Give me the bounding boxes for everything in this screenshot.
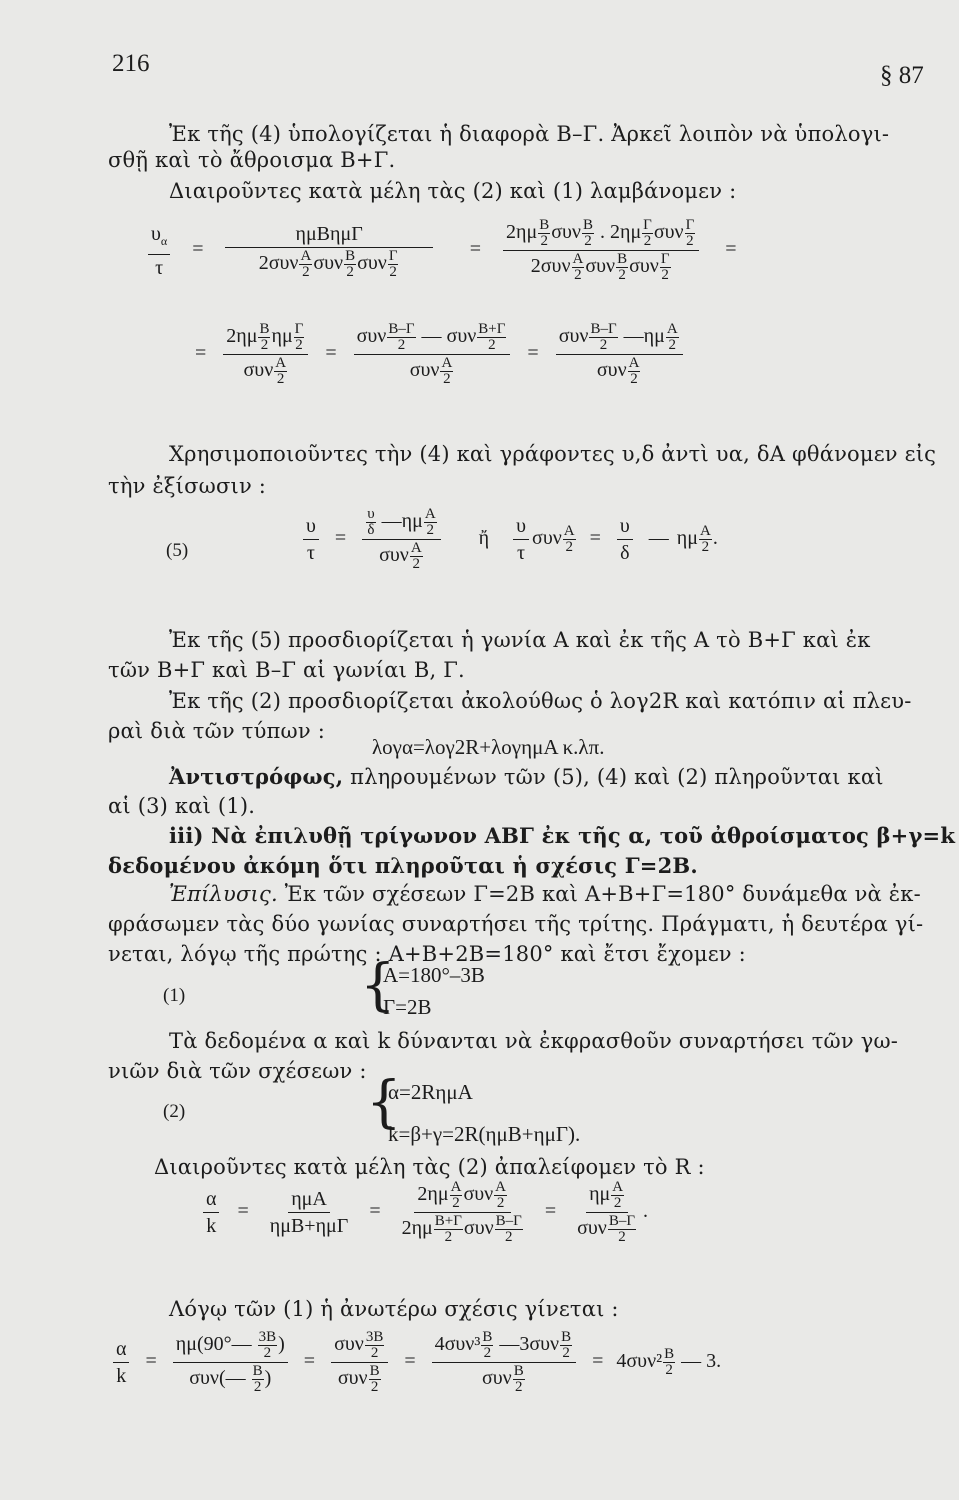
paragraph-line: τὴν ἐξίσωσιν :	[108, 474, 267, 498]
equation-5-label: (5)	[166, 540, 189, 561]
paragraph-line: Ἐκ τῆς (2) προσδιορίζεται ἀκολούθως ὁ λογ2R καὶ κατόπιν αἱ πλευ-	[169, 689, 912, 713]
paragraph-text: Ἐκ τῶν σχέσεων Γ=2Β καὶ Α+Β+Γ=180° δυνάμεθα νὰ ἐκ-	[277, 882, 921, 906]
system-1-brace: {	[360, 953, 396, 1018]
paragraph-line: ραὶ διὰ τῶν τύπων :	[108, 719, 325, 743]
system-2-label: (2)	[163, 1101, 186, 1122]
fraction-final-form: συν $\frac{B-\Gamma}{2}$ —ημ $\frac{A}{2}$ συν $\frac{A}{2}$	[556, 322, 683, 387]
solution-label: Ἐπίλυσις.	[169, 882, 278, 906]
paragraph-line: φράσωμεν τὰς δύο γωνίας συναρτήσει τῆς τρίτης. Πράγματι, ἡ δευτέρα γί-	[108, 912, 924, 936]
equation-a-over-k: $\frac{\alpha}{k}$ = $\frac{\text{ημΑ}}{\text{ημΒ+ημΓ}}$ = 2ημ $\frac{A}{2}$ συν $\frac{A}{2}$ 2ημ $\frac{B+\Gamma}{2}$ συν $\frac{B-\Gamma}{2}$ = ημ $\frac{A}{2}$ συν $\frac{B-\Gamma}{2}$ .	[200, 1180, 648, 1245]
bold-word: Ἀντιστρόφως,	[169, 764, 344, 789]
fraction-cos-difference: συν $\frac{B-\Gamma}{2}$ — συν $\frac{B+\Gamma}{2}$ συν $\frac{A}{2}$	[354, 322, 511, 387]
fraction-ua-over-t: $\frac{\upsilon_\alpha}{\tau}$	[148, 222, 170, 280]
system-2-eq-b: k=β+γ=2R(ημΒ+ημΓ).	[388, 1122, 581, 1146]
page-number: 216	[112, 50, 150, 77]
paragraph-line: αἱ (3) καὶ (1).	[108, 794, 256, 818]
equation-ratio-row2: = 2ημ $\frac{B}{2}$ ημ $\frac{\Gamma}{2}$ συν $\frac{A}{2}$ = συν $\frac{B-\Gamma}{2}$ — συν $\frac{B+\Gamma}{2}$ συν $\frac{A}{2}$ = συν $\frac{B-\Gamma}{2}$ —ημ $\frac{A}{2}$ συν $\frac{A}{2}$	[195, 322, 695, 387]
paragraph-line: σθῇ καὶ τὸ ἄθροισμα Β+Γ.	[108, 148, 396, 172]
paragraph-line: Χρησιμοποιοῦντες τὴν (4) καὶ γράφοντες υ,δ ἀντὶ υα, δΑ φθάνομεν εἰς	[169, 442, 937, 466]
paragraph-text: πληρουμένων τῶν (5), (4) καὶ (2) πληροῦνται καὶ	[343, 765, 884, 789]
problem-statement: iii) Νὰ ἐπιλυθῇ τρίγωνον ΑΒΓ ἐκ τῆς α, τοῦ ἀθροίσματος β+γ=k	[169, 823, 956, 848]
system-1-label: (1)	[163, 985, 186, 1006]
formula-log: λογα=λογ2R+λογημΑ κ.λπ.	[372, 735, 605, 759]
fraction-half-sines: 2ημ $\frac{B}{2}$ ημ $\frac{\Gamma}{2}$ συν $\frac{A}{2}$	[223, 322, 308, 387]
section-number: § 87	[880, 62, 924, 89]
paragraph-line: Ἐκ τῆς (5) προσδιορίζεται ἡ γωνία Α καὶ ἐκ τῆς Α τὸ Β+Γ καὶ ἐκ	[169, 628, 871, 652]
paragraph-line	[169, 880, 921, 909]
equation-5: $\frac{\upsilon}{\tau}$ = $\frac{\upsilon}{\delta}$ —ημ $\frac{A}{2}$ συν $\frac{A}{2}$ ἤ $\frac{\upsilon}{\tau}$ συν $\frac{A}{2}$ = $\frac{\upsilon}{\delta}$ — ημ $\frac{A}{2}$ .	[300, 507, 718, 572]
system-2-eq-a: α=2RημΑ	[388, 1080, 473, 1104]
paragraph-line	[169, 762, 884, 792]
problem-statement: δεδομένου ἀκόμη ὅτι πληροῦται ἡ σχέσις Γ=2Β.	[108, 853, 698, 878]
system-1-eq-b: Γ=2Β	[383, 995, 432, 1019]
paragraph-line: νεται, λόγῳ τῆς πρώτης : Α+Β+2Β=180° καὶ ἔτσι ἔχομεν :	[108, 942, 746, 966]
or-word: ἤ	[478, 527, 490, 550]
equation-ratio-row1: $\frac{\upsilon_\alpha}{\tau}$ = ημΒημΓ 2συν $\frac{A}{2}$ συν $\frac{B}{2}$ συν $\frac{\Gamma}{2}$ = 2ημ $\frac{B}{2}$ συν $\frac{B}{2}$ . 2ημ $\frac{\Gamma}{2}$ συν $\frac{\Gamma}{2}$ 2συν $\frac{A}{2}$ συν $\frac{B}{2}$ συν $\frac{\Gamma}{2}$ =	[145, 218, 737, 283]
paragraph-line: Ἐκ τῆς (4) ὑπολογίζεται ἡ διαφορὰ Β–Γ. Ἀρκεῖ λοιπὸν νὰ ὑπολογι-	[169, 122, 890, 146]
system-1-eq-a: Α=180°–3Β	[383, 963, 485, 987]
fraction-sine-product: ημΒημΓ 2συν $\frac{A}{2}$ συν $\frac{B}{2}$ συν $\frac{\Gamma}{2}$	[225, 222, 432, 280]
equation-final: $\frac{\alpha}{k}$ = ημ(90°— $\frac{3B}{2}$ ) συν(— $\frac{B}{2}$ ) = συν $\frac{3B}{2}$ συν $\frac{B}{2}$ = 4συν³ $\frac{B}{2}$ —3συν $\frac{B}{2}$ συν $\frac{B}{2}$ = 4συν² $\frac{B}{2}$ — 3.	[110, 1330, 721, 1395]
fraction-double-angle: 2ημ $\frac{B}{2}$ συν $\frac{B}{2}$ . 2ημ $\frac{\Gamma}{2}$ συν $\frac{\Gamma}{2}$ 2συν $\frac{A}{2}$ συν $\frac{B}{2}$ συν $\frac{\Gamma}{2}$	[503, 218, 699, 283]
paragraph-line: νιῶν διὰ τῶν σχέσεων :	[108, 1059, 367, 1083]
paragraph-line: Διαιροῦντες κατὰ μέλη τὰς (2) ἀπαλείφομεν τὸ R :	[154, 1155, 705, 1179]
paragraph-line: Τὰ δεδομένα α καὶ k δύνανται νὰ ἐκφρασθοῦν συναρτήσει τῶν γω-	[169, 1029, 899, 1053]
paragraph-line: Λόγῳ τῶν (1) ἡ ἀνωτέρω σχέσις γίνεται :	[169, 1297, 619, 1321]
paragraph-line: Διαιροῦντες κατὰ μέλη τὰς (2) καὶ (1) λαμβάνομεν :	[169, 179, 737, 203]
system-2-brace: {	[366, 1070, 402, 1135]
paragraph-line: τῶν Β+Γ καὶ Β–Γ αἱ γωνίαι Β, Γ.	[108, 658, 465, 682]
